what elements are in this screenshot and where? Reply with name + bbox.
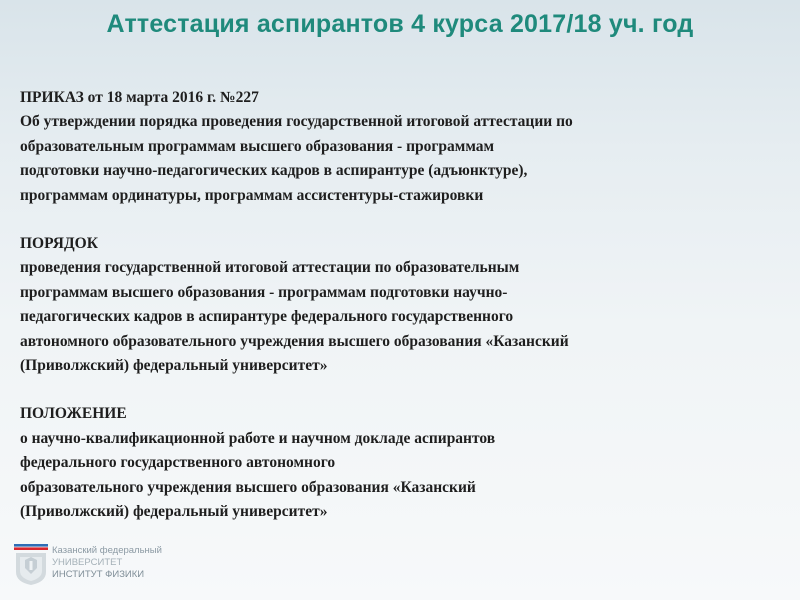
logo-institute-name: ИНСТИТУТ ФИЗИКИ [52,569,145,580]
order-block [20,86,790,208]
block-spacer [20,378,790,402]
kfu-emblem-icon [14,544,48,586]
procedure-heading: ПОРЯДОК [20,235,98,253]
order-text-line: программам ординатуры, программам ассистентуры-стажировки [20,186,484,204]
order-heading: ПРИКАЗ от 18 марта 2016 г. №227 [20,89,259,106]
procedure-text-line: педагогических кадров в аспирантуре федерального государственного [20,308,514,326]
regulation-text-line: образовательного учреждения высшего образования «Казанский [20,478,476,496]
order-text-line: образовательным программам высшего образования - программам [20,137,495,155]
order-text-line: Об утверждении порядка проведения государственной итоговой аттестации по [20,113,573,131]
block-spacer [20,208,790,232]
logo-university-line1: Казанский федеральный [52,545,162,556]
regulation-heading: ПОЛОЖЕНИЕ [20,405,127,423]
procedure-text-line: (Приволжский) федеральный университет» [20,357,328,375]
slide-title: Аттестация аспирантов 4 курса 2017/18 уч. год [106,10,694,38]
order-text-line: подготовки научно-педагогических кадров в аспирантуре (адъюнктуре), [20,162,528,180]
procedure-block [20,232,790,378]
content-body [20,86,790,525]
regulation-block [20,402,790,524]
university-logo [14,544,184,586]
procedure-text-line: автономного образовательного учреждения высшего образования «Казанский [20,332,569,350]
logo-text [52,545,162,581]
procedure-text-line: проведения государственной итоговой аттестации по образовательным [20,259,520,277]
procedure-text-line: программам высшего образования - программам подготовки научно- [20,283,508,301]
regulation-text-line: федерального государственного автономного [20,454,336,472]
regulation-text-line: (Приволжский) федеральный университет» [20,503,328,521]
regulation-text-line: о научно-квалификационной работе и научном докладе аспирантов [20,429,496,447]
logo-university-line2: УНИВЕРСИТЕТ [52,557,123,568]
